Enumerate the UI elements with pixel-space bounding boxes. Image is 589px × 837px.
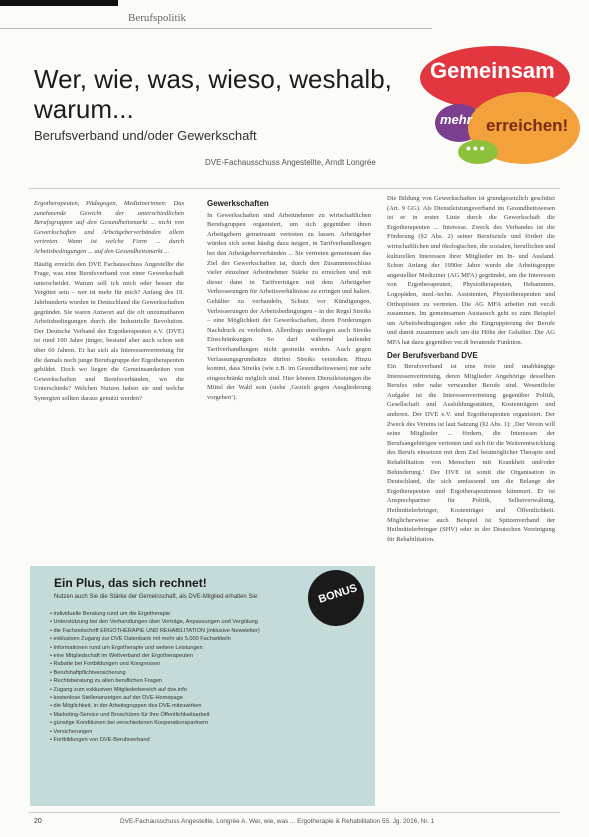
benefit-item: • Marketing-Service und Broschüren für Ihre Öffentlichkeitsarbeit [50, 711, 368, 719]
column-2 [207, 199, 371, 544]
body-text: Häufig erreicht den DVE Fachausschuss Angestellte die Frage, was eine Berufsverband von einer Gewerkschaft unterscheidet. Warum soll ich mich oder besser die Vergütet sein – wer ist mehr für mich? Anfang des 19. Jahrhunderts wurden in Deutschland die Gewerkschaften gegründet. Sie waren Antwort auf die oft unzumutbaren Arbeitsbedingungen durch die Industrielle Revolution. Der Deutsche Verband der Ergotherapeuten e.V. (DVE) ist rund 100 Jahre jünger, bestand aber auch schon seit über 60 Jahren. Er hat sich als Interessenvertretung für die damals noch junge Berufsgruppe der Ergotherapeuten gebildet. Doch wo liegen die Gemeinsamkeiten von Gewerkschaften und Berufsverbänden, wo die Unterschiede? Welchen Nutzen haben sie und welche Synergien sollten daraus genutzt werden? [34, 260, 184, 402]
benefit-item: • kostenlose Stellenanzeigen auf der DVE-Homepage [50, 694, 368, 702]
benefit-item: • Berufshaftpflichtversicherung [50, 669, 368, 677]
page-number: 20 [34, 818, 42, 825]
benefit-item: • exklusiven Zugang zur DVE Datenbank mit mehr als 5.000 Fachartikeln [50, 635, 368, 643]
article-authors: DVE-Fachausschuss Angestellte, Arndt Longrée [205, 158, 376, 167]
footer-citation: DVE-Fachausschuss Angestellte, Longrée A. Wer, wie, was ... Ergotherapie & Rehabilitation 55. Jg. 2016, Nr. 1 [120, 818, 435, 825]
benefit-item: • Fortbildungen von DVE-Berufsverband [50, 736, 368, 744]
benefit-item: • Rechtsberatung zu allen beruflichen Fragen [50, 677, 368, 685]
benefit-item: • günstige Konditionen bei verschiedenen Kooperationspartnern [50, 719, 368, 727]
column-3 [387, 194, 555, 804]
heading-gewerkschaften: Gewerkschaften [207, 199, 269, 208]
heading-berufsverband: Der Berufsverband DVE [387, 350, 478, 360]
benefit-item: • Zugang zum exklusiven Mitgliederbereich auf dve.info [50, 686, 368, 694]
benefit-item: • individuelle Beratung rund um die Ergotherapie [50, 610, 368, 618]
bubble-dots: ••• [466, 140, 487, 156]
body-text: Ein Berufsverband ist eine freie und unabhängige Interessenvertretung, deren Mitglieder Angehörige desselben Berufes oder nahe verwandter Berufe sind. Wesentliche Aufgabe ist die Interessenvertretung gegenüber Politik, Gesellschaft und Ausbildungsstätten, Kostenträgern und anderen. Der DVE e.V. und Ergotherapeuten organisiert. Der Zweck des Vereins ist laut Satzung (§2 Abs. 1): ‚Der Verein will seine Mitglieder ... fördern, die Interessen der Berufsangehörigen vertreten und sich für die Weiterentwicklung des Berufs einsetzen mit dem Ziel bestmöglicher Therapie und Rehabilitation von Menschen mit Krankheit und/oder Behinderung.‘ Der DVE ist somit die Organisation in Deutschland, die sich umfassend um die Belange der Ergotherapeuten und Ergotherapeutinnen kümmert. Er ist Ansprechpartner für Politik, Selbstverwaltung, Heilmittelerbringer, Kostenträger und Öffentlichkeit. Möglicherweise auch Beispiel ist Spitzenverband der Heilmittelerbringer (SHV) oder in der Deutschen Vereinigung für Rehabilitation. [387, 363, 555, 543]
section-label: Berufspolitik [128, 12, 187, 24]
body-text: Die Bildung von Gewerkschaften ist grundgesetzlich geschützt (Art. 9 GG). Als Dienstleistungsverband im Gesundheitswesen ist er in erster Linie durch die Gewerkschaft die Ergotherapeuten ... Interesse. Zweck des Verbandes ist die Förderung (§2 Abs. 2) seiner Berufsziele und fördert die wirtschaftlichen und ökologischen, die sozialen, beruflichen und kulturellen Interessen ihrer Mitglieder im In- und Ausland. Schon Anfang der 1990er Jahre wurde die Arbeitsgruppe angestellter Mediziner (AG MFA) gegründet, um die Interessen von Ergotherapeuten, Physiotherapeuten, Hebammen, Logopäden, med.-techn. Assistenten, Physiotherapeuten und Orthoptisten zu vertreten. Die AG MFA arbeitet mit ver.di zusammen. Im gemeinsamen Austausch geht es zum Beispiel um Arbeitsbedingungen oder die Eingruppierung der Berufe und damit zusammen auch um die Höhe der Gehälter. Die AG MFA hat dazu gegenüber ver.di beratende Funktion. [387, 195, 555, 346]
article-subtitle: Berufsverband und/oder Gewerkschaft [34, 128, 257, 143]
bubble-word-gemeinsam: Gemeinsam [430, 58, 555, 83]
intro-text: Ergotherapeuten, Pädagogen, Medizinerinnen: Das zunehmende Gewicht der unterschiedlichen Berufsgruppen auf den Gesundheitsmarkt ... nicht von Gewerkschaften und Arbeitgeberverbänden allein vertreten. Wann ist welche Form ... durch Arbeitsbedingungen ... auf den Gesundheitsmarkt ... [34, 200, 184, 255]
benefit-list [50, 610, 368, 745]
body-text: In Gewerkschaften sind Arbeitnehmer zu wirtschaftlichen Berufsgruppen organisiert, um sich gegenüber ihren Arbeitgebern gemeinsam vertreten zu lassen. Arbeitgeber würden sich sonst häufig dazu neigen, in Tarifverhandlungen bei den Arbeitgeberverbänden ... Sie vertreten gemeinsam das Ziel der Gewerkschaften ist, durch den Zusammenschluss vieler einzelner Arbeitnehmer Stärke zu erreichen und mit dieser dann in Tarifverträgen mit dem Arbeitgeber Verbesserungen für Arbeitsverhältnisse zu erringen und halten. Gehälter zu verhandeln, Schutz vor Kündigungen, Verbesserungen der Arbeitsbedingungen – in der Regel Streiks – eine Möglichkeit der Gewerkschaften, ihren Forderungen Nachdruck zu verleihen. Allerdings unterliegen auch Streiks Einschränkungen. So darf während laufender Tarifverhandlungen nicht gestreikt werden. Auch gegen Verfassungsgrundsätze dürfen Streiks verstoßen. Hinzu kommt, dass Streiks (wie z.B. im Gesundheitswesen) nur sehr eingeschränkt möglich sind. Hier können Dienstleistungen die Mittel der Wahl sein (siehe ‚Gezielt gegen Ausgliederung vorgehen‘). [207, 211, 371, 401]
benefit-item: • die Möglichkeit, in der Arbeitsgruppen des DVE mitzuwirken [50, 702, 368, 710]
column-1 [34, 199, 184, 544]
plus-intro: Nutzen auch Sie die Stärke der Gemeinschaft, als DVE-Mitglied erhalten Sie: [54, 594, 259, 600]
benefit-item: • Informationen rund um Ergotherapie und weitere Leistungen [50, 644, 368, 652]
header-rule [0, 28, 432, 29]
benefit-item: • eine Mitgliedschaft im Weltverband der Ergotherapeuten [50, 652, 368, 660]
article-title: Wer, wie, was, wieso, weshalb, warum... [34, 64, 392, 124]
footer-rule [28, 812, 560, 813]
bubble-word-erreichen: erreichen! [486, 116, 569, 135]
bonus-label: BONUS [317, 582, 359, 606]
benefit-item: • die Fachzeitschrift ERGOTHERAPIE UND REHABILITATION (inklusive Newsletter) [50, 627, 368, 635]
benefit-item: • Rabatte bei Fortbildungen und Kongressen [50, 660, 368, 668]
bubble-word-mehr: mehr [440, 112, 472, 127]
plus-title: Ein Plus, das sich rechnet! [54, 576, 207, 590]
column-rule [28, 188, 560, 189]
benefit-item: • Versicherungen [50, 728, 368, 736]
benefit-item: • Unterstützung bei den Verhandlungen über Verträge, Anpassungen und Vergütung [50, 618, 368, 626]
section-bar [0, 0, 118, 6]
